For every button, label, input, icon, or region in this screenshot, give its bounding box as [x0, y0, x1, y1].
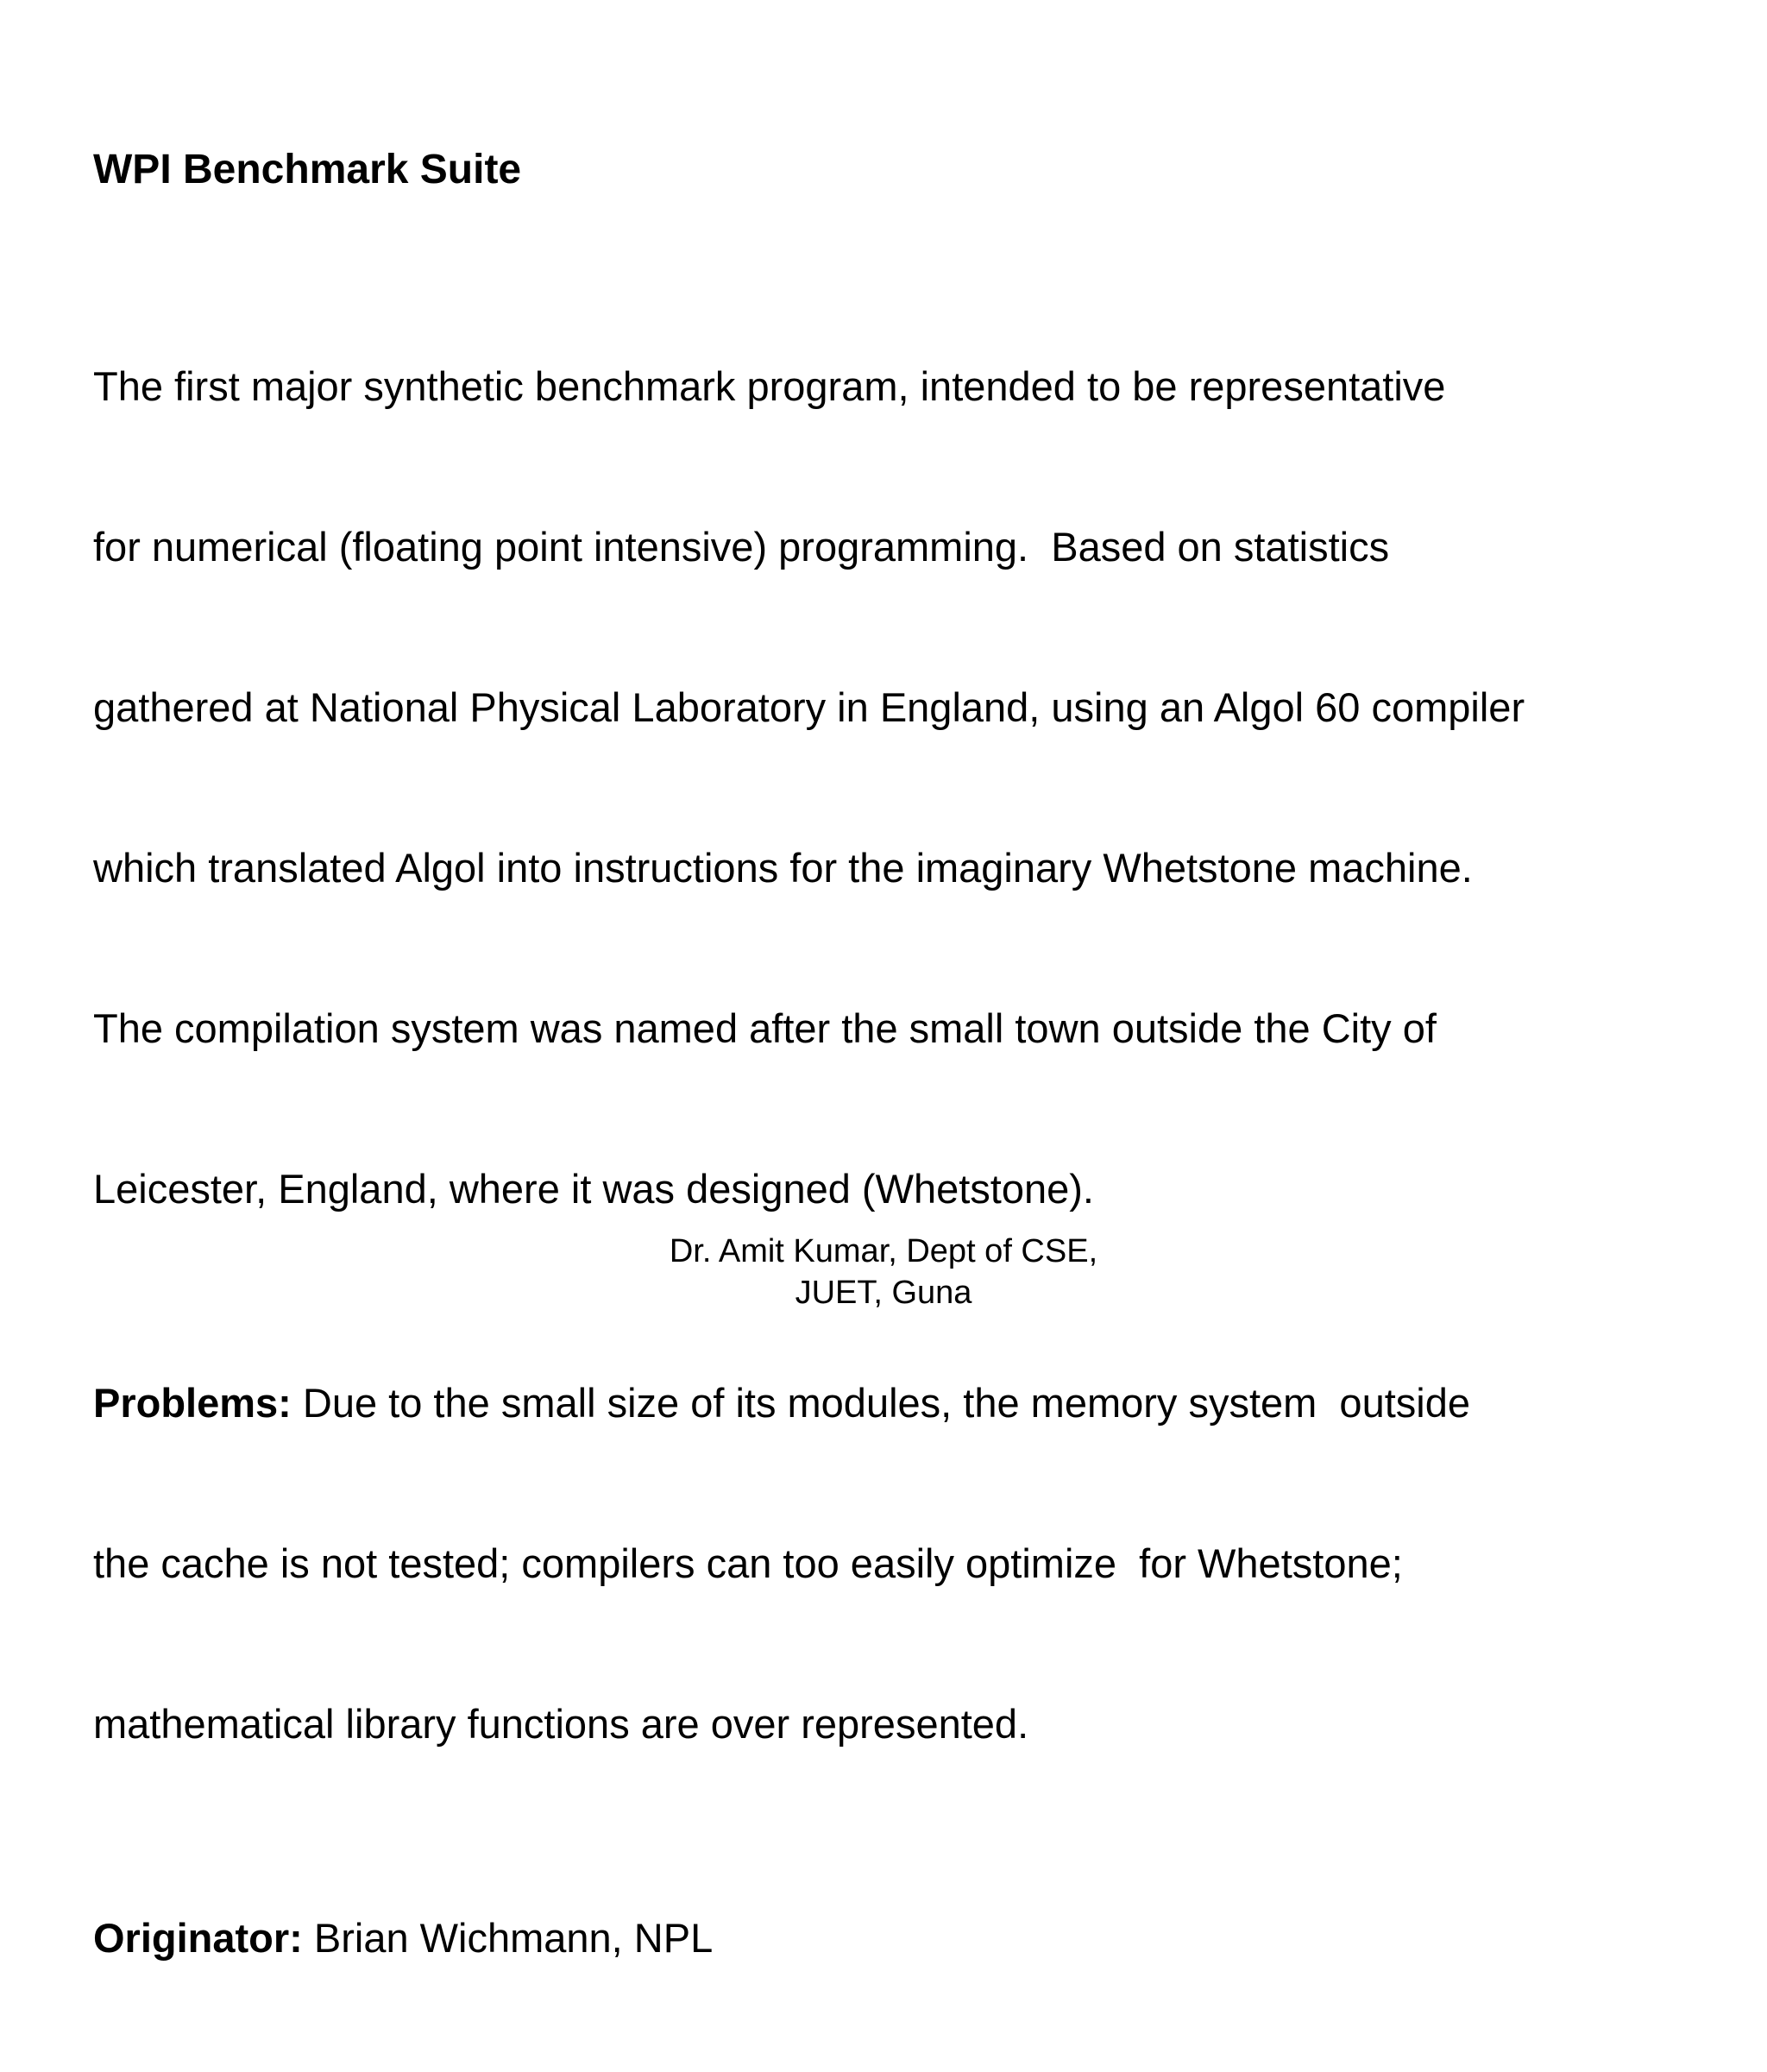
- footer-line-2: JUET, Guna: [795, 1275, 972, 1311]
- slide-title: WPI Benchmark Suite: [93, 147, 522, 192]
- slide-footer: [0, 1231, 1767, 1313]
- description-line-2: for numerical (floating point intensive) programming. Based on statistics: [93, 524, 1390, 570]
- description-line-4: which translated Algol into instructions for the imaginary Whetstone machine.: [93, 845, 1473, 891]
- problems-line-1: [93, 1376, 1525, 1430]
- description-line-6: Leicester, England, where it was designed (Whetstone).: [93, 1166, 1094, 1212]
- problems-line-3: mathematical library functions are over represented.: [93, 1701, 1029, 1747]
- originator-line: [93, 1911, 1525, 1965]
- slide-body: [93, 253, 1525, 2072]
- footer-line-1: Dr. Amit Kumar, Dept of CSE,: [669, 1233, 1098, 1269]
- problems-text-1: Due to the small size of its modules, the memory system outside: [291, 1380, 1470, 1426]
- originator-value: Brian Wichmann, NPL: [302, 1915, 714, 1961]
- description-line-3: gathered at National Physical Laboratory in England, using an Algol 60 compiler: [93, 684, 1525, 730]
- problems-label: Problems:: [93, 1380, 292, 1426]
- description-line-1: The first major synthetic benchmark program, intended to be representative: [93, 363, 1446, 409]
- description-line-5: The compilation system was named after the small town outside the City of: [93, 1005, 1437, 1051]
- problems-line-2: the cache is not tested; compilers can too easily optimize for Whetstone;: [93, 1540, 1403, 1586]
- originator-label: Originator:: [93, 1915, 303, 1961]
